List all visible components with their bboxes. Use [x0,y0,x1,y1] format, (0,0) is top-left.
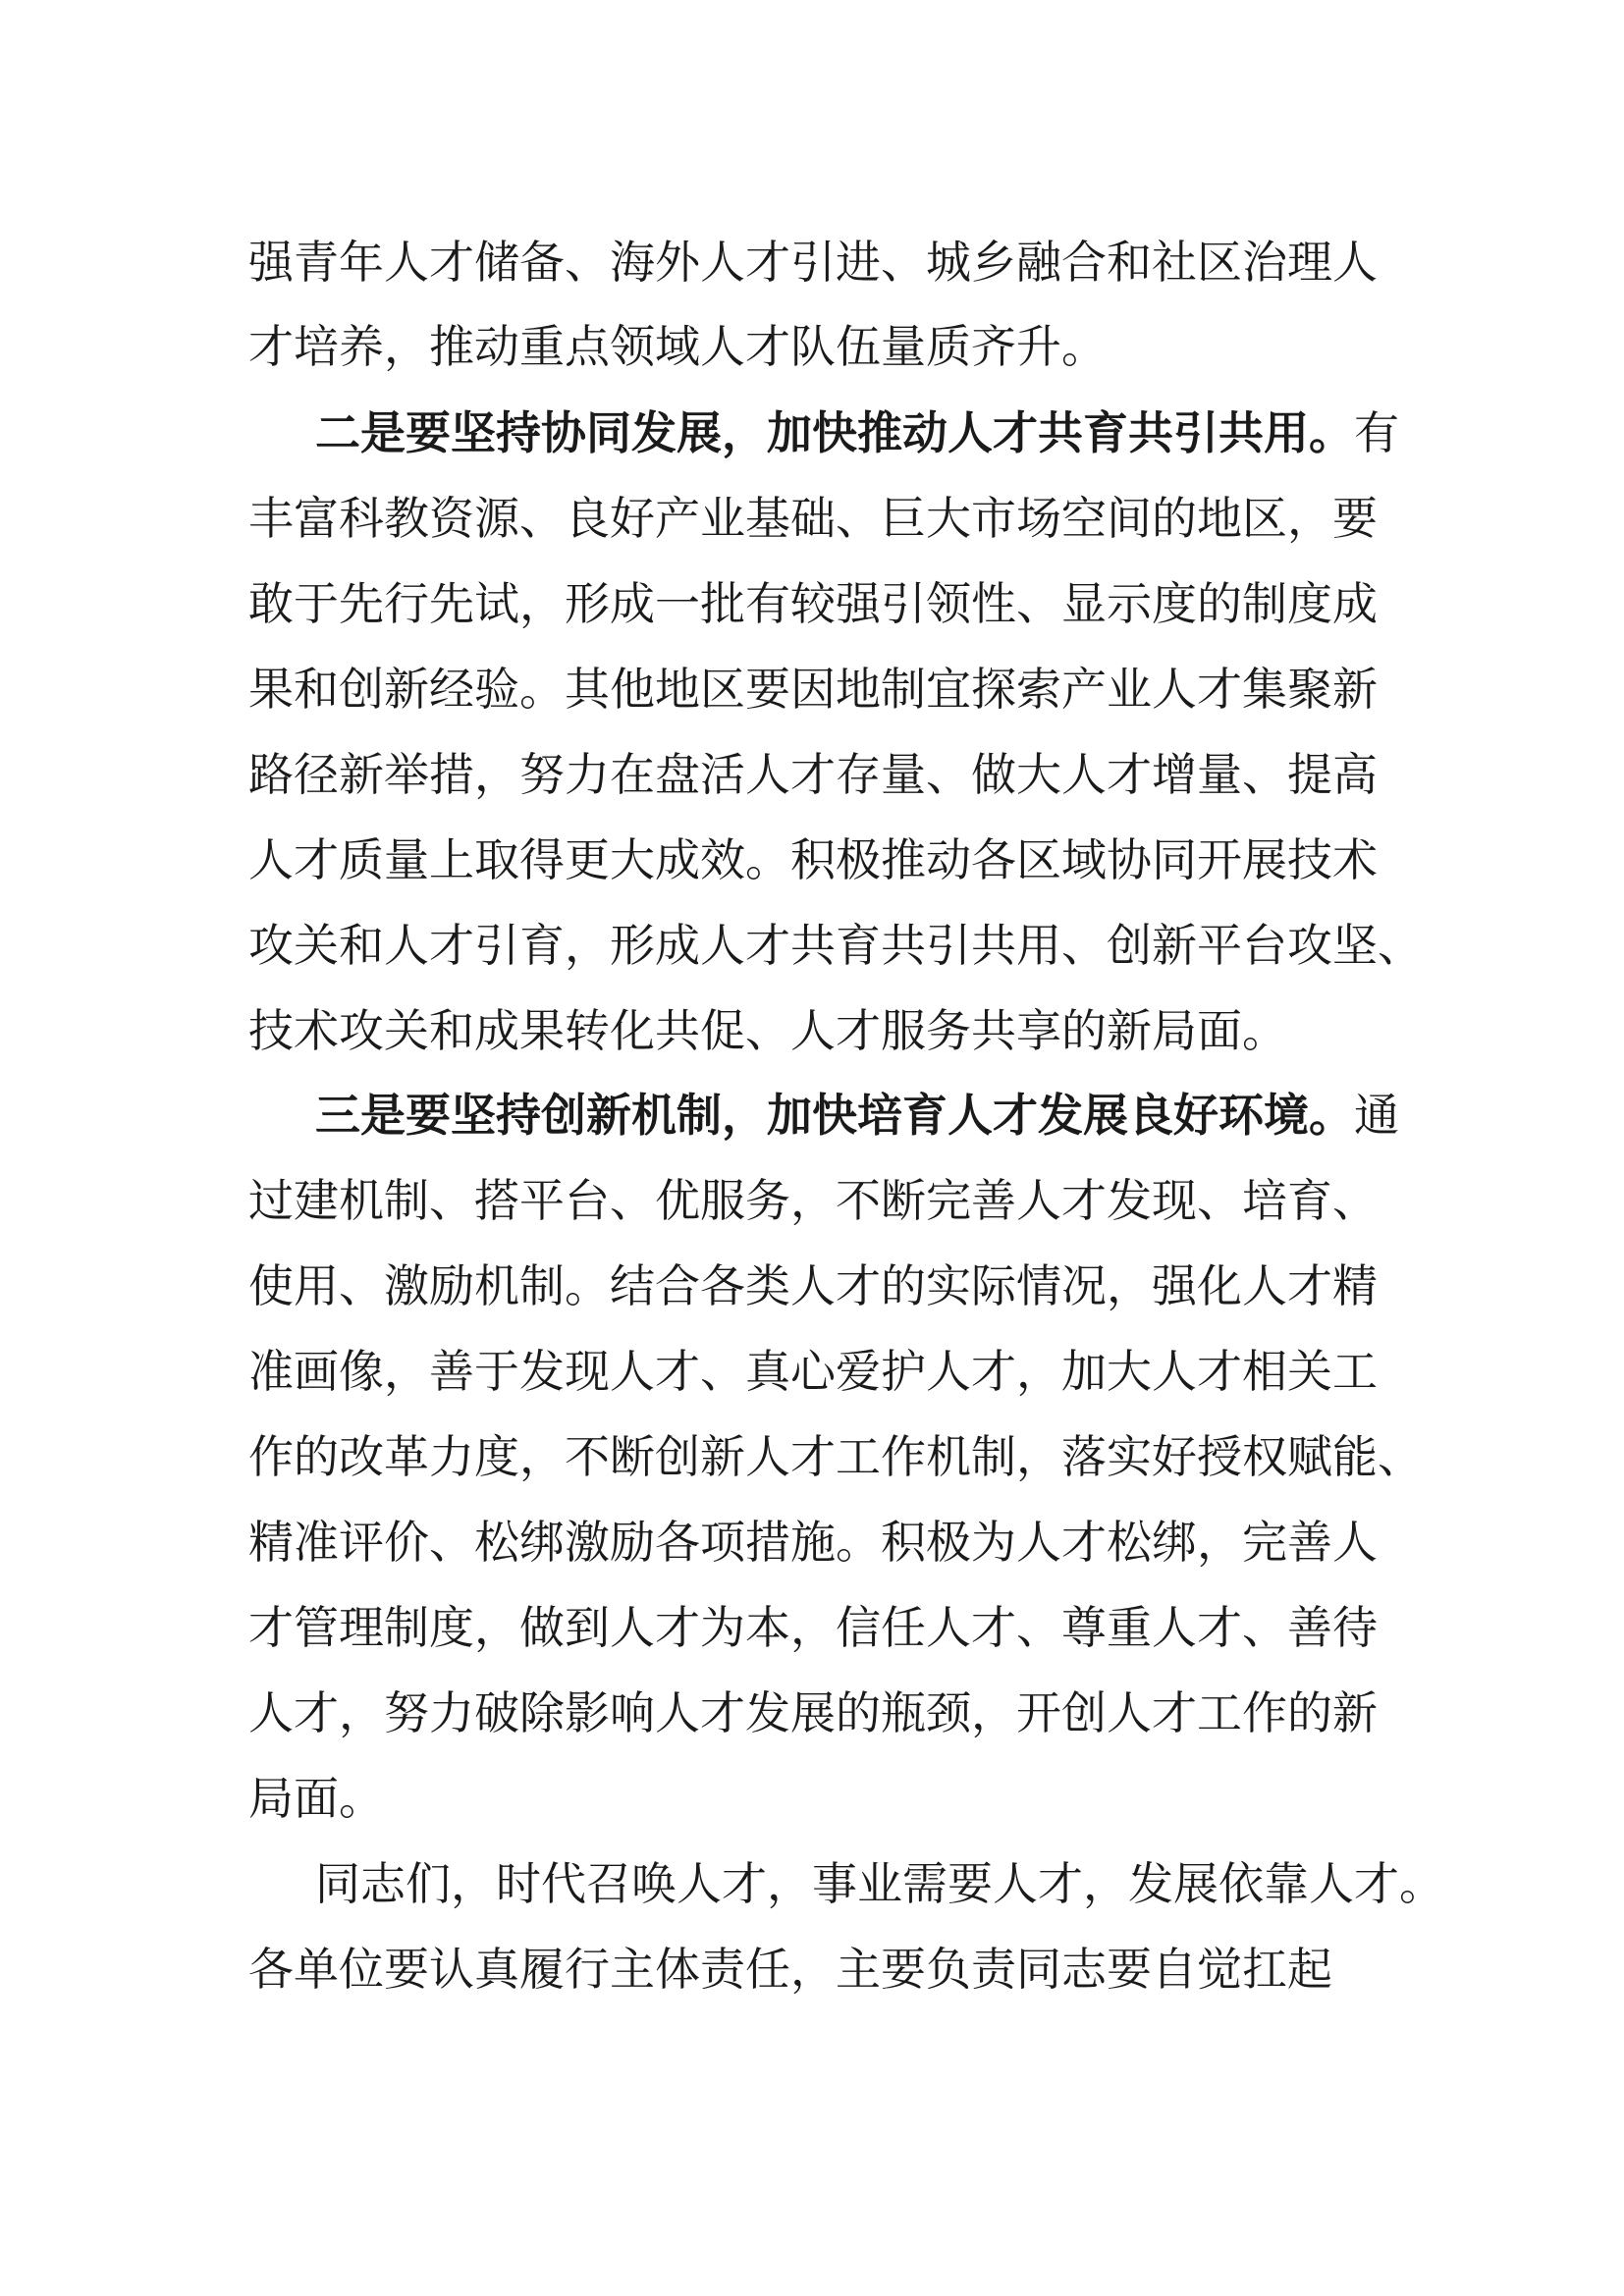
text-line: 局面。 [248,1772,384,1825]
text-run: 有 [1354,406,1399,459]
text-line: 过建机制、搭平台、优服务，不断完善人才发现、培育、 [248,1174,1378,1227]
text-line: 才培养，推动重点领域人才队伍量质齐升。 [248,320,1107,373]
text-line: 技术攻关和成果转化共促、人才服务共享的新局面。 [248,1004,1287,1057]
text-line: 丰富科教资源、良好产业基础、巨大市场空间的地区，要 [248,492,1378,545]
paragraph-heading-line [315,1086,1399,1145]
text-run: 通 [1354,1089,1399,1142]
text-line: 同志们，时代召唤人才，事业需要人才，发展依靠人才。 [315,1857,1444,1910]
paragraph-heading: 二是要坚持协同发展，加快推动人才共育共引共用。 [315,406,1354,459]
text-line: 作的改革力度，不断创新人才工作机制，落实好授权赋能、 [248,1430,1423,1483]
text-line: 敢于先行先试，形成一批有较强引领性、显示度的制度成 [248,577,1378,630]
text-line: 果和创新经验。其他地区要因地制宜探索产业人才集聚新 [248,663,1378,716]
text-line: 才管理制度，做到人才为本，信任人才、尊重人才、善待 [248,1601,1378,1654]
text-line: 攻关和人才引育，形成人才共育共引共用、创新平台攻坚、 [248,919,1423,972]
text-line: 各单位要认真履行主体责任，主要负责同志要自觉扛起 [248,1943,1332,1996]
text-line: 准画像，善于发现人才、真心爱护人才，加大人才相关工 [248,1345,1378,1398]
paragraph-heading-line [315,403,1399,462]
text-line: 强青年人才储备、海外人才引进、城乡融合和社区治理人 [248,236,1378,289]
text-line: 精准评价、松绑激励各项措施。积极为人才松绑，完善人 [248,1516,1378,1569]
text-line: 路径新举措，努力在盘活人才存量、做大人才增量、提高 [248,748,1378,801]
text-line: 使用、激励机制。结合各类人才的实际情况，强化人才精 [248,1259,1378,1312]
paragraph-heading: 三是要坚持创新机制，加快培育人才发展良好环境。 [315,1089,1354,1142]
text-line: 人才质量上取得更大成效。积极推动各区域协同开展技术 [248,833,1378,886]
text-line: 人才，努力破除影响人才发展的瓶颈，开创人才工作的新 [248,1686,1378,1739]
